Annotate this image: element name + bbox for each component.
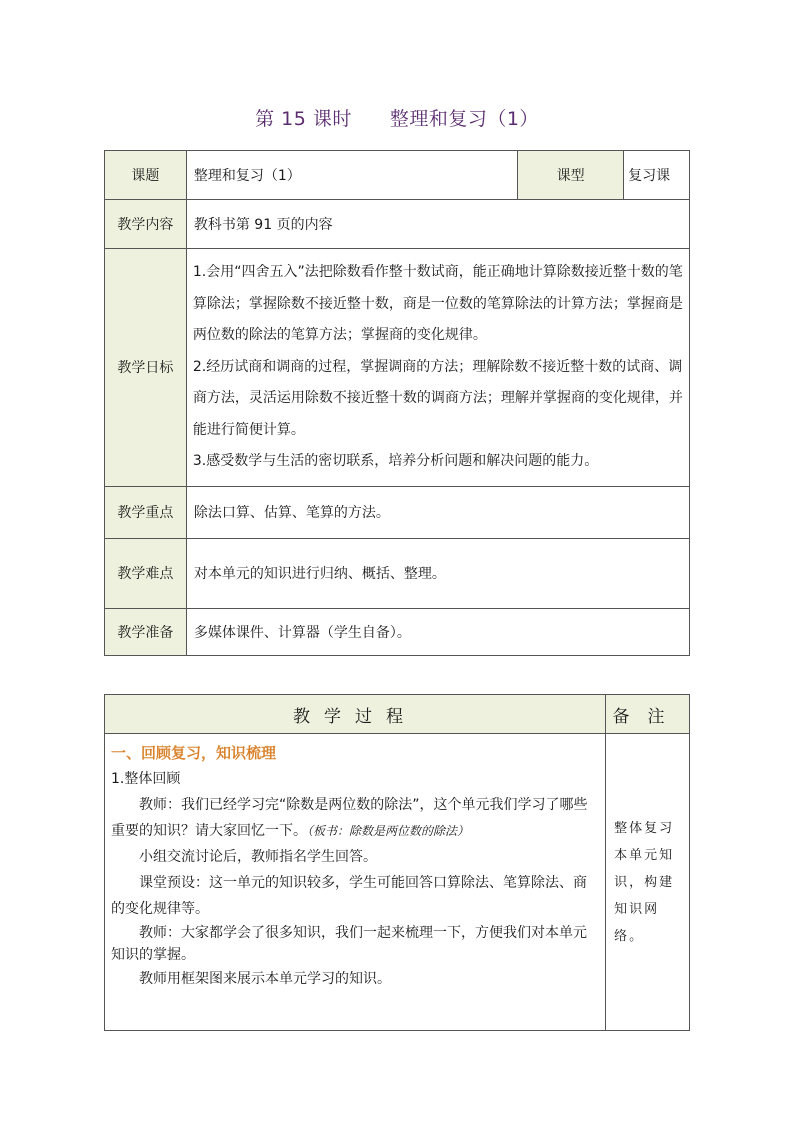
notes-cell: 整体复习本单元知识，构建知识网络。 <box>606 734 690 1031</box>
difficulty-value: 对本单元的知识进行归纳、概括、整理。 <box>186 538 689 608</box>
objective-item: 2.经历试商和调商的过程，掌握调商的方法；理解除数不接近整十数的试商、调商方法，灵活运用除数不接近整十数的调商方法；理解并掌握商的变化规律，并能进行简便计算。 <box>192 358 683 438</box>
topic-value: 整理和复习（1） <box>186 151 517 200</box>
key-point-value: 除法口算、估算、笔算的方法。 <box>186 486 689 538</box>
notes-header: 备注 <box>606 695 690 734</box>
topic-label: 课题 <box>105 151 187 200</box>
paragraph-group-discussion: 小组交流讨论后，教师指名学生回答。 <box>139 849 377 865</box>
key-point-label: 教学重点 <box>105 486 187 538</box>
objectives-list <box>186 249 689 487</box>
title-lesson-name: 整理和复习（1） <box>389 108 539 130</box>
preparation-label: 教学准备 <box>105 608 187 655</box>
teaching-process-table <box>104 694 690 1031</box>
content-value: 教科书第 91 页的内容 <box>186 200 689 249</box>
board-note: （板书：除数是两位数的除法） <box>307 824 470 838</box>
title-lesson-number: 第 15 课时 <box>255 108 352 130</box>
type-value: 复习课 <box>624 151 690 200</box>
content-label: 教学内容 <box>105 200 187 249</box>
paragraph-organize: 教师：大家都学会了很多知识，我们一起来梳理一下，方便我们对本单元知识的掌握。 <box>111 925 587 963</box>
type-label: 课型 <box>518 151 624 200</box>
paragraph-class-preview: 课堂预设：这一单元的知识较多，学生可能回答口算除法、笔算除法、商的变化规律等。 <box>111 875 587 917</box>
section-title: 一、回顾复习，知识梳理 <box>111 744 277 762</box>
paragraph-review-question: 教师：我们已经学习完“除数是两位数的除法”，这个单元我们学习了哪些重要的知识？请大家回忆一下。（板书：除数是两位数的除法） <box>111 797 588 839</box>
preparation-value: 多媒体课件、计算器（学生自备）。 <box>186 608 689 655</box>
subsection-title: 1.整体回顾 <box>111 771 181 787</box>
process-header: 教学过程 <box>105 695 606 734</box>
paragraph-framework: 教师用框架图来展示本单元学习的知识。 <box>139 971 391 987</box>
lesson-info-table <box>104 150 690 656</box>
difficulty-label: 教学难点 <box>105 538 187 608</box>
page-title <box>0 104 794 131</box>
process-content <box>105 734 606 1031</box>
objective-item: 3.感受数学与生活的密切联系，培养分析问题和解决问题的能力。 <box>192 453 599 469</box>
objective-item: 1.会用“四舍五入”法把除数看作整十数试商，能正确地计算除数接近整十数的笔算除法；掌握除数不接近整十数，商是一位数的笔算除法的计算方法；掌握商是两位数的除法的笔算方法；掌握商的变化规律。 <box>192 264 683 343</box>
objectives-label: 教学日标 <box>105 249 187 487</box>
